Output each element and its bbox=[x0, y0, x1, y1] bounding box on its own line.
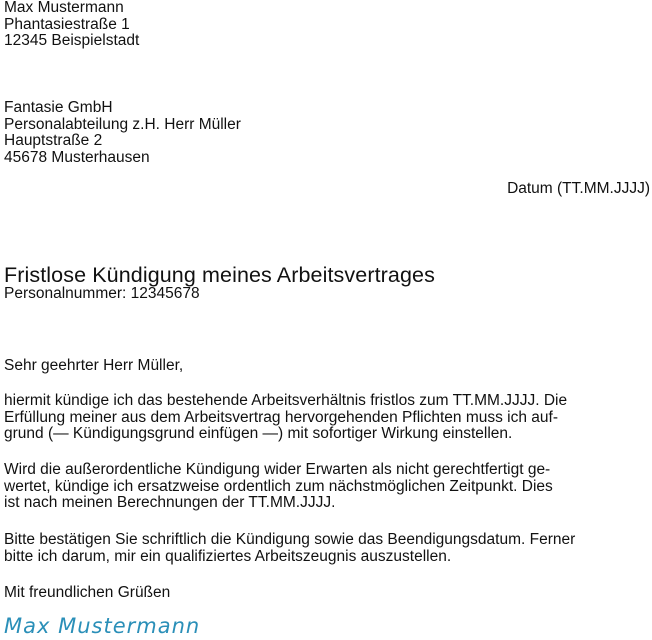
body-paragraph bbox=[4, 532, 644, 565]
paragraph-line: bitte ich darum, mir ein qualifiziertes Arbeitszeugnis auszustellen. bbox=[4, 547, 452, 565]
recipient-department: Personalabteilung z.H. Herr Müller bbox=[4, 115, 241, 133]
personnel-number: Personalnummer: 12345678 bbox=[4, 285, 200, 302]
paragraph-line: ist nach meinen Berechnungen der TT.MM.JJJJ. bbox=[4, 494, 336, 512]
sender-address bbox=[4, 0, 139, 50]
recipient-city: 45678 Musterhausen bbox=[4, 148, 150, 166]
recipient-company: Fantasie GmbH bbox=[4, 99, 113, 116]
paragraph-line: Wird die außerordentliche Kündigung wider Erwarten als nicht gerechtfertigt ge- bbox=[4, 461, 551, 478]
paragraph-line: hiermit kündige ich das bestehende Arbeitsverhältnis fristlos zum TT.MM.JJJJ. Die bbox=[4, 392, 568, 409]
salutation: Sehr geehrter Herr Müller, bbox=[4, 357, 184, 374]
paragraph-line: Bitte bestätigen Sie schriftlich die Kündigung sowie das Beendigungsdatum. Ferner bbox=[4, 531, 576, 548]
letter-date: Datum (TT.MM.JJJJ) bbox=[507, 180, 650, 197]
letter bbox=[4, 0, 650, 640]
recipient-street: Hauptstraße 2 bbox=[4, 132, 103, 150]
body-paragraph bbox=[4, 393, 644, 443]
sender-city: 12345 Beispielstadt bbox=[4, 32, 140, 50]
handwritten-signature: Max Mustermann bbox=[4, 614, 201, 638]
recipient-address bbox=[4, 100, 241, 166]
sender-name: Max Mustermann bbox=[4, 0, 124, 16]
sender-street: Phantasiestraße 1 bbox=[4, 15, 130, 33]
paragraph-line: Erfüllung meiner aus dem Arbeitsvertrag hervorgehenden Pflichten muss ich auf- bbox=[4, 408, 558, 426]
paragraph-line: grund (— Kündigungsgrund einfügen —) mit sofortiger Wirkung einstellen. bbox=[4, 425, 513, 443]
subject-line: Fristlose Kündigung meines Arbeitsvertrages bbox=[4, 263, 435, 287]
paragraph-line: wertet, kündige ich ersatzweise ordentlich zum nächstmöglichen Zeitpunkt. Dies bbox=[4, 477, 553, 495]
closing-phrase: Mit freundlichen Grüßen bbox=[4, 584, 171, 601]
body-paragraph bbox=[4, 462, 644, 512]
